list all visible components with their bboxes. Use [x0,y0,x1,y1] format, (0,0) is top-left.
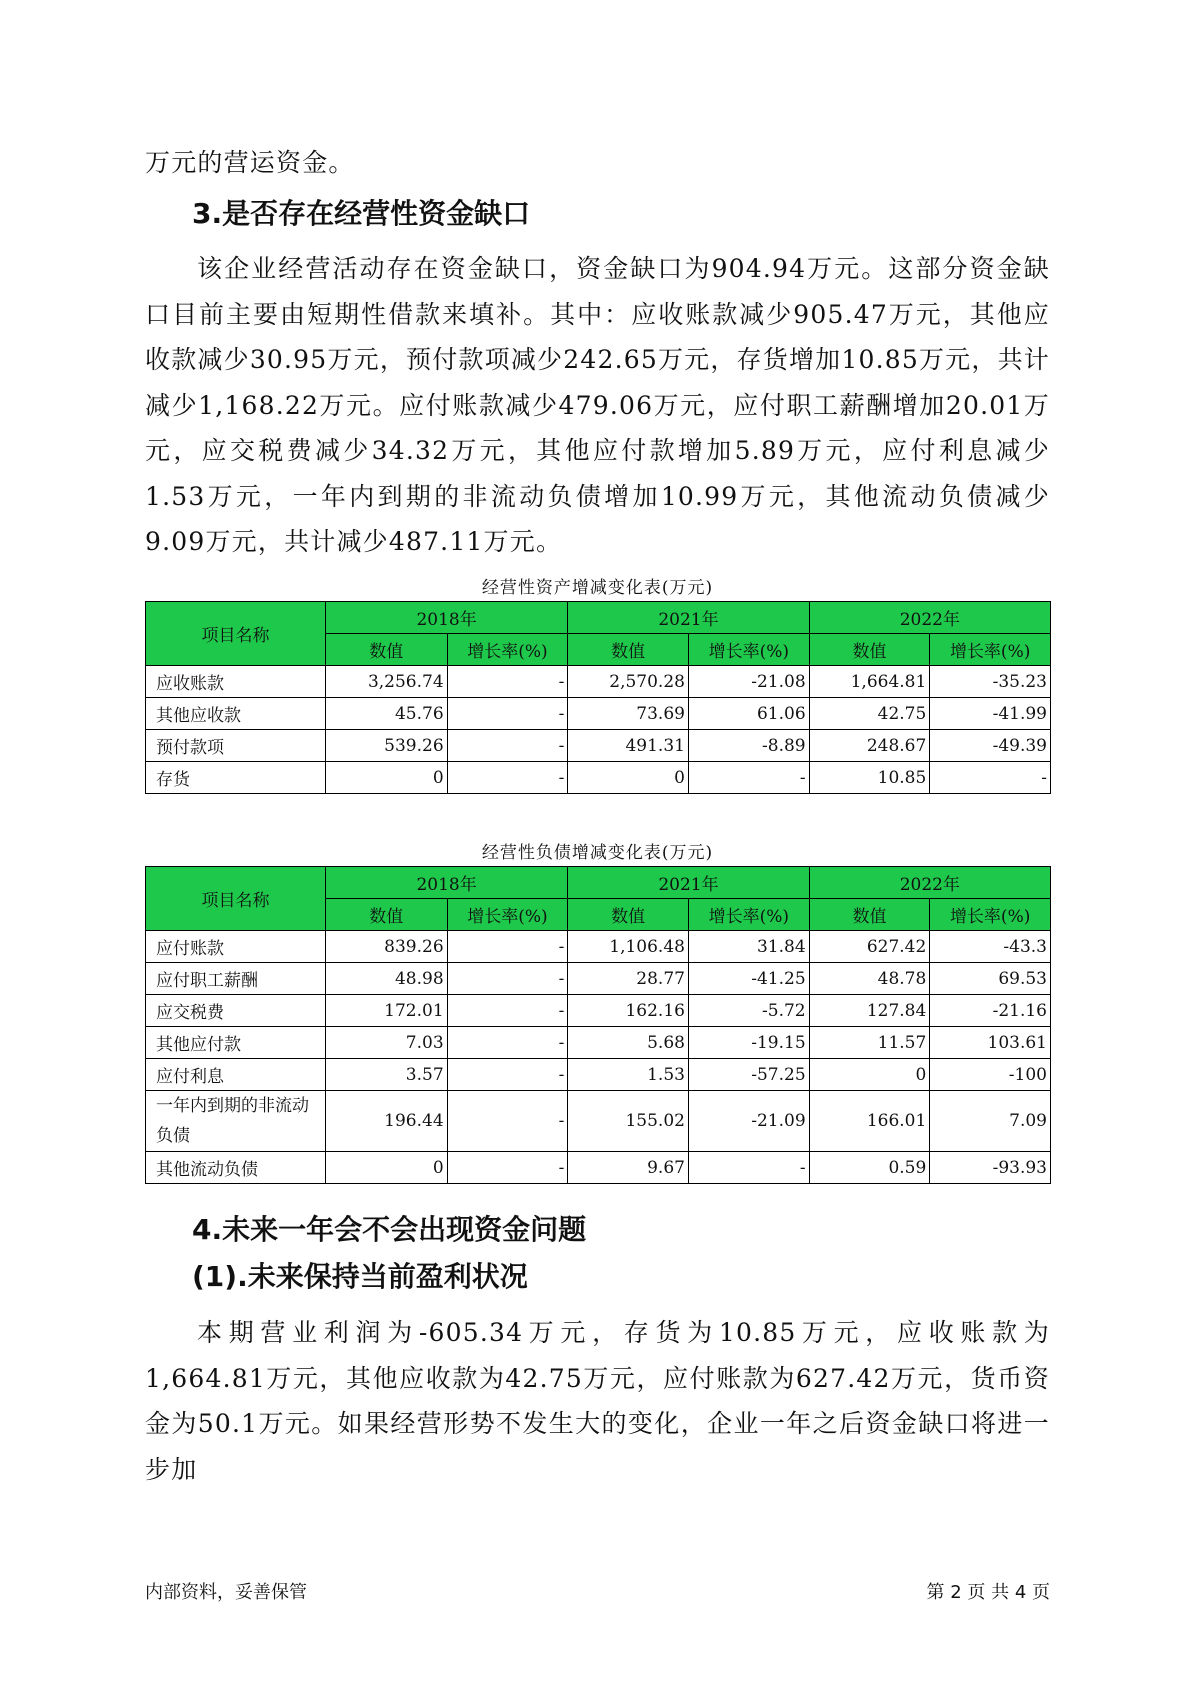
growth-rate-cell: -35.23 [930,666,1051,698]
growth-rate-cell: - [447,1091,568,1152]
growth-rate-cell: - [447,1059,568,1091]
row-item-name: 一年内到期的非流动负债 [146,1091,326,1152]
growth-rate-cell: -21.16 [930,995,1051,1027]
value-cell: 11.57 [809,1027,930,1059]
item-name-header: 项目名称 [146,867,326,931]
table-row [146,1059,1051,1091]
growth-rate-header: 增长率(%) [930,899,1051,931]
row-item-name: 其他应付款 [146,1027,326,1059]
growth-rate-cell: 61.06 [688,698,809,730]
value-cell: 3.57 [325,1059,447,1091]
value-cell: 7.03 [325,1027,447,1059]
growth-rate-cell: - [447,698,568,730]
growth-rate-cell: -49.39 [930,730,1051,762]
section3-heading: 3.是否存在经营性资金缺口 [192,197,531,230]
value-header: 数值 [568,899,689,931]
value-cell: 0 [325,1152,447,1184]
value-cell: 172.01 [325,995,447,1027]
growth-rate-cell: - [447,730,568,762]
value-header: 数值 [568,634,689,666]
growth-rate-header: 增长率(%) [688,634,809,666]
value-cell: 839.26 [325,931,447,963]
table-row [146,1152,1051,1184]
row-item-name: 应付职工薪酬 [146,963,326,995]
growth-rate-cell: -8.89 [688,730,809,762]
value-cell: 155.02 [568,1091,689,1152]
growth-rate-header: 增长率(%) [447,634,568,666]
growth-rate-cell: - [447,931,568,963]
operating-liabilities-table [145,866,1051,1184]
section4-heading: 4.未来一年会不会出现资金问题 [192,1213,587,1246]
value-header: 数值 [809,634,930,666]
year-header: 2021年 [568,867,809,899]
value-cell: 0 [809,1059,930,1091]
row-item-name: 应付账款 [146,931,326,963]
value-cell: 73.69 [568,698,689,730]
row-item-name: 存货 [146,762,326,794]
growth-rate-cell: -93.93 [930,1152,1051,1184]
value-header: 数值 [325,899,447,931]
table-row [146,931,1051,963]
section4-subheading: (1).未来保持当前盈利状况 [192,1260,528,1293]
footer-confidential-note: 内部资料，妥善保管 [145,1582,307,1603]
value-cell: 162.16 [568,995,689,1027]
growth-rate-cell: 7.09 [930,1091,1051,1152]
value-cell: 0.59 [809,1152,930,1184]
table-row [146,730,1051,762]
growth-rate-cell: - [447,1027,568,1059]
table1-caption: 经营性资产增减变化表(万元) [481,578,714,598]
growth-rate-cell: -21.09 [688,1091,809,1152]
section4-paragraph: 本期营业利润为-605.34万元，存货为10.85万元，应收账款为1,664.81万元，其他应收款为42.75万元，应付账款为627.42万元，货币资金为50.1万元。如果经营形势不发生大的变化，企业一年之后资金缺口将进一步加 [145,1318,1050,1484]
growth-rate-cell: -43.3 [930,931,1051,963]
table-row [146,698,1051,730]
growth-rate-cell: - [930,762,1051,794]
growth-rate-cell: - [688,1152,809,1184]
value-cell: 539.26 [325,730,447,762]
value-cell: 127.84 [809,995,930,1027]
row-item-name: 其他应收款 [146,698,326,730]
growth-rate-cell: -57.25 [688,1059,809,1091]
value-cell: 248.67 [809,730,930,762]
growth-rate-cell: - [688,762,809,794]
value-cell: 48.78 [809,963,930,995]
value-cell: 9.67 [568,1152,689,1184]
row-item-name: 应付利息 [146,1059,326,1091]
growth-rate-cell: - [447,666,568,698]
table-row [146,963,1051,995]
row-item-name: 预付款项 [146,730,326,762]
growth-rate-cell: - [447,995,568,1027]
year-header: 2018年 [325,602,567,634]
year-header: 2018年 [325,867,567,899]
value-cell: 0 [568,762,689,794]
section3-paragraph: 该企业经营活动存在资金缺口，资金缺口为904.94万元。这部分资金缺口目前主要由短期性借款来填补。其中：应收账款减少905.47万元，其他应收款减少30.95万元，预付款项减少242.65万元，存货增加10.85万元，共计减少1,168.22万元。应付账款减少479.06万元，应付职工薪酬增加20.01万元，应交税费减少34.32万元，其他应付款增加5.89万元，应付利息减少1.53万元，一年内到期的非流动负债增加10.99万元，其他流动负债减少9.09万元，共计减少487.11万元。 [145,254,1050,556]
year-header: 2022年 [809,867,1050,899]
value-cell: 1,106.48 [568,931,689,963]
value-header: 数值 [809,899,930,931]
growth-rate-cell: -5.72 [688,995,809,1027]
growth-rate-header: 增长率(%) [930,634,1051,666]
growth-rate-cell: 69.53 [930,963,1051,995]
value-header: 数值 [325,634,447,666]
row-item-name: 应交税费 [146,995,326,1027]
year-header: 2022年 [809,602,1050,634]
value-cell: 2,570.28 [568,666,689,698]
value-cell: 3,256.74 [325,666,447,698]
row-item-name: 应收账款 [146,666,326,698]
table-row [146,1027,1051,1059]
value-cell: 166.01 [809,1091,930,1152]
growth-rate-cell: -41.25 [688,963,809,995]
value-cell: 48.98 [325,963,447,995]
growth-rate-header: 增长率(%) [688,899,809,931]
table-row [146,666,1051,698]
value-cell: 627.42 [809,931,930,963]
growth-rate-cell: - [447,762,568,794]
table-row [146,1091,1051,1152]
table2-caption: 经营性负债增减变化表(万元) [481,843,714,863]
value-cell: 42.75 [809,698,930,730]
value-cell: 10.85 [809,762,930,794]
growth-rate-cell: -41.99 [930,698,1051,730]
table-row [146,995,1051,1027]
growth-rate-cell: -21.08 [688,666,809,698]
growth-rate-cell: -100 [930,1059,1051,1091]
growth-rate-cell: - [447,963,568,995]
row-item-name: 其他流动负债 [146,1152,326,1184]
value-cell: 1,664.81 [809,666,930,698]
table-row [146,762,1051,794]
value-cell: 0 [325,762,447,794]
operating-assets-table [145,601,1051,794]
growth-rate-header: 增长率(%) [447,899,568,931]
item-name-header: 项目名称 [146,602,326,666]
value-cell: 1.53 [568,1059,689,1091]
value-cell: 196.44 [325,1091,447,1152]
growth-rate-cell: 103.61 [930,1027,1051,1059]
value-cell: 28.77 [568,963,689,995]
value-cell: 45.76 [325,698,447,730]
value-cell: 5.68 [568,1027,689,1059]
value-cell: 491.31 [568,730,689,762]
growth-rate-cell: - [447,1152,568,1184]
intro-tail-text: 万元的营运资金。 [145,148,355,177]
growth-rate-cell: -19.15 [688,1027,809,1059]
footer-page-number: 第 2 页 共 4 页 [926,1582,1050,1603]
year-header: 2021年 [568,602,809,634]
growth-rate-cell: 31.84 [688,931,809,963]
